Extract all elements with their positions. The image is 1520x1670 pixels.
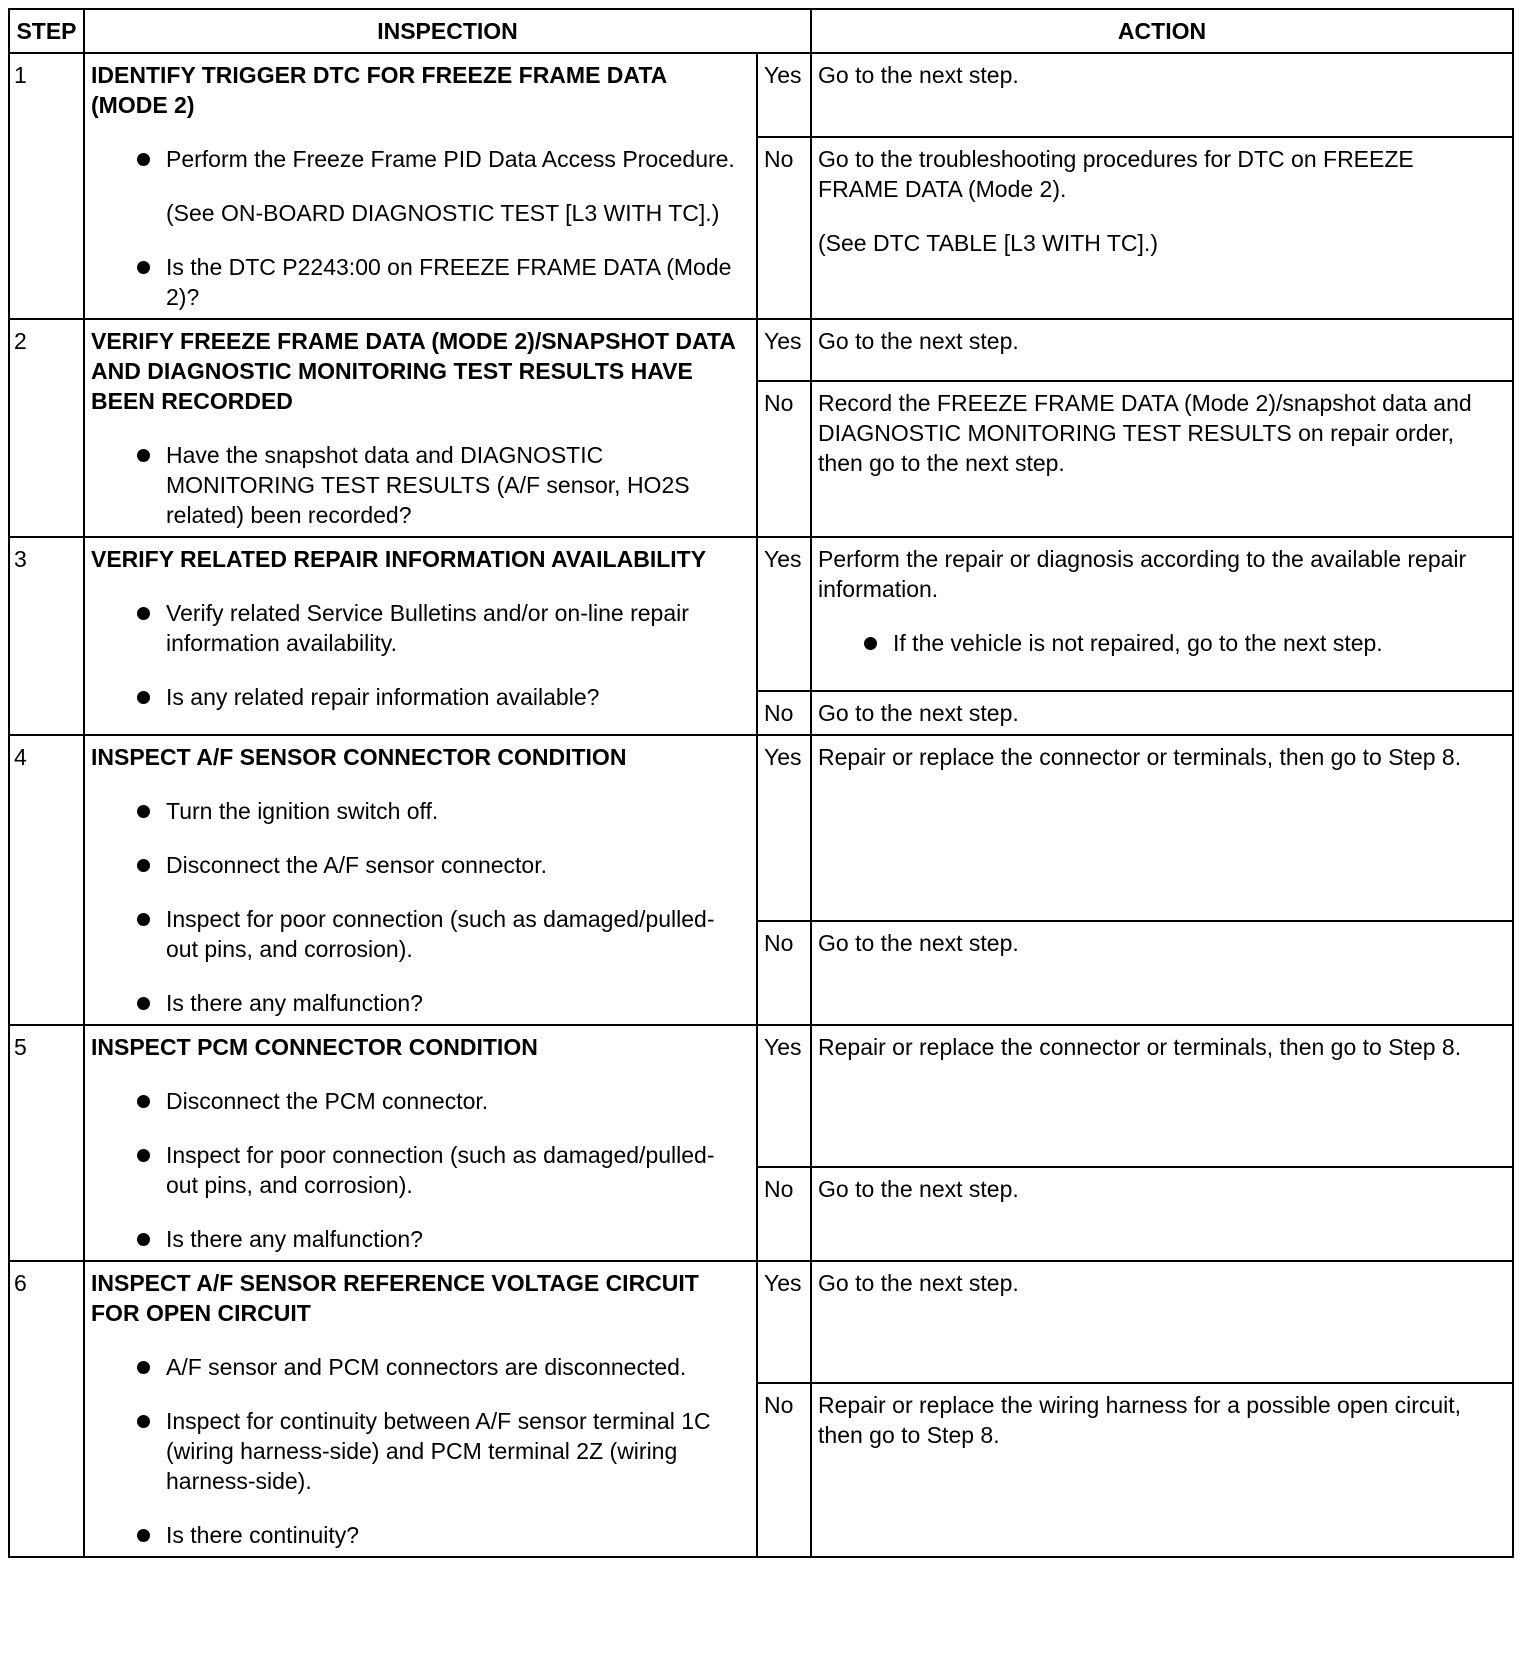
inspection-bullet: Is there any malfunction?	[91, 988, 738, 1018]
inspection-bullet: A/F sensor and PCM connectors are disconnected.	[91, 1352, 738, 1382]
yes-action: Go to the next step.	[811, 319, 1513, 381]
yes-label: Yes	[757, 319, 811, 381]
inspection-bullet: Verify related Service Bulletins and/or on-line repair information availability.	[91, 598, 738, 658]
inspection-bullet: Inspect for continuity between A/F sensor terminal 1C (wiring harness-side) and PCM terminal 2Z (wiring harness-side).	[91, 1406, 738, 1496]
yes-label: Yes	[757, 1261, 811, 1383]
bullet-icon	[137, 1149, 150, 1162]
inspection-bullet: Is there any malfunction?	[91, 1224, 738, 1254]
step-number: 2	[9, 319, 84, 537]
step-3-yes-row	[9, 537, 1513, 691]
bullet-icon	[137, 997, 150, 1010]
bullet-icon	[137, 1529, 150, 1542]
step-5-yes-row	[9, 1025, 1513, 1167]
no-label: No	[757, 1383, 811, 1557]
inspection-bullet: Inspect for poor connection (such as damaged/pulled-out pins, and corrosion).	[91, 904, 738, 964]
bullet-icon	[864, 637, 877, 650]
bullet-icon	[137, 1095, 150, 1108]
yes-label: Yes	[757, 53, 811, 137]
yes-action: Repair or replace the connector or terminals, then go to Step 8.	[811, 735, 1513, 921]
yes-action: Perform the repair or diagnosis according to the available repair information. If the vehicle is not repaired, go to the next step.	[811, 537, 1513, 691]
step-1-yes-row	[9, 53, 1513, 137]
inspection-bullet: Inspect for poor connection (such as damaged/pulled-out pins, and corrosion).	[91, 1140, 738, 1200]
inspection-bullet: Turn the ignition switch off.	[91, 796, 738, 826]
yes-label: Yes	[757, 1025, 811, 1167]
header-row	[9, 9, 1513, 53]
header-inspection: INSPECTION	[84, 9, 811, 53]
yes-action: Go to the next step.	[811, 53, 1513, 137]
yes-action: Go to the next step.	[811, 1261, 1513, 1383]
inspection-bullet: Have the snapshot data and DIAGNOSTIC MONITORING TEST RESULTS (A/F sensor, HO2S related) been recorded?	[91, 440, 738, 530]
step-number: 5	[9, 1025, 84, 1261]
inspection-bullet: Is the DTC P2243:00 on FREEZE FRAME DATA (Mode 2)?	[91, 252, 738, 312]
step-title: VERIFY RELATED REPAIR INFORMATION AVAILABILITY	[91, 546, 707, 572]
step-3-inspection	[84, 537, 757, 735]
no-action: Repair or replace the wiring harness for a possible open circuit, then go to Step 8.	[811, 1383, 1513, 1557]
bullet-icon	[137, 913, 150, 926]
header-step: STEP	[9, 9, 84, 53]
reference-note: (See DTC TABLE [L3 WITH TC].)	[818, 230, 1158, 256]
step-2-yes-row	[9, 319, 1513, 381]
no-label: No	[757, 921, 811, 1025]
inspection-bullet: Disconnect the A/F sensor connector.	[91, 850, 738, 880]
bullet-icon	[137, 805, 150, 818]
no-label: No	[757, 381, 811, 537]
bullet-icon	[137, 449, 150, 462]
no-label: No	[757, 1167, 811, 1261]
bullet-icon	[137, 691, 150, 704]
no-label: No	[757, 137, 811, 319]
no-action: Record the FREEZE FRAME DATA (Mode 2)/snapshot data and DIAGNOSTIC MONITORING TEST RESULTS on repair order, then go to the next step.	[811, 381, 1513, 537]
step-4-inspection	[84, 735, 757, 1025]
no-action: Go to the next step.	[811, 921, 1513, 1025]
step-1-inspection	[84, 53, 757, 319]
no-label: No	[757, 691, 811, 735]
bullet-icon	[137, 153, 150, 166]
step-title: IDENTIFY TRIGGER DTC FOR FREEZE FRAME DATA (MODE 2)	[91, 62, 667, 118]
diagnostic-table	[8, 8, 1514, 1558]
bullet-icon	[137, 261, 150, 274]
inspection-bullet: Disconnect the PCM connector.	[91, 1086, 738, 1116]
no-action: Go to the next step.	[811, 691, 1513, 735]
bullet-icon	[137, 1233, 150, 1246]
reference-note: (See ON-BOARD DIAGNOSTIC TEST [L3 WITH TC].)	[166, 200, 720, 226]
step-5-inspection	[84, 1025, 757, 1261]
diagnostic-table-wrapper	[8, 8, 1512, 1558]
inspection-bullet: Is any related repair information available?	[91, 682, 738, 712]
header-action: ACTION	[811, 9, 1513, 53]
bullet-icon	[137, 859, 150, 872]
inspection-bullet: Is there continuity?	[91, 1520, 738, 1550]
step-number: 3	[9, 537, 84, 735]
step-title: INSPECT PCM CONNECTOR CONDITION	[91, 1034, 538, 1060]
bullet-icon	[137, 1361, 150, 1374]
no-action: Go to the next step.	[811, 1167, 1513, 1261]
step-number: 6	[9, 1261, 84, 1557]
step-title: VERIFY FREEZE FRAME DATA (MODE 2)/SNAPSHOT DATA AND DIAGNOSTIC MONITORING TEST RESULTS HAVE BEEN RECORDED	[91, 328, 736, 414]
yes-action: Repair or replace the connector or terminals, then go to Step 8.	[811, 1025, 1513, 1167]
inspection-bullet: Perform the Freeze Frame PID Data Access Procedure. (See ON-BOARD DIAGNOSTIC TEST [L3 WITH TC].)	[91, 144, 738, 228]
step-2-inspection	[84, 319, 757, 537]
step-title: INSPECT A/F SENSOR REFERENCE VOLTAGE CIRCUIT FOR OPEN CIRCUIT	[91, 1270, 699, 1326]
step-number: 1	[9, 53, 84, 319]
action-bullet: If the vehicle is not repaired, go to the next step.	[818, 628, 1498, 658]
step-6-yes-row	[9, 1261, 1513, 1383]
step-6-inspection	[84, 1261, 757, 1557]
step-title: INSPECT A/F SENSOR CONNECTOR CONDITION	[91, 744, 627, 770]
yes-label: Yes	[757, 537, 811, 691]
step-number: 4	[9, 735, 84, 1025]
bullet-icon	[137, 607, 150, 620]
bullet-icon	[137, 1415, 150, 1428]
yes-label: Yes	[757, 735, 811, 921]
no-action: Go to the troubleshooting procedures for DTC on FREEZE FRAME DATA (Mode 2). (See DTC TABLE [L3 WITH TC].)	[811, 137, 1513, 319]
step-4-yes-row	[9, 735, 1513, 921]
